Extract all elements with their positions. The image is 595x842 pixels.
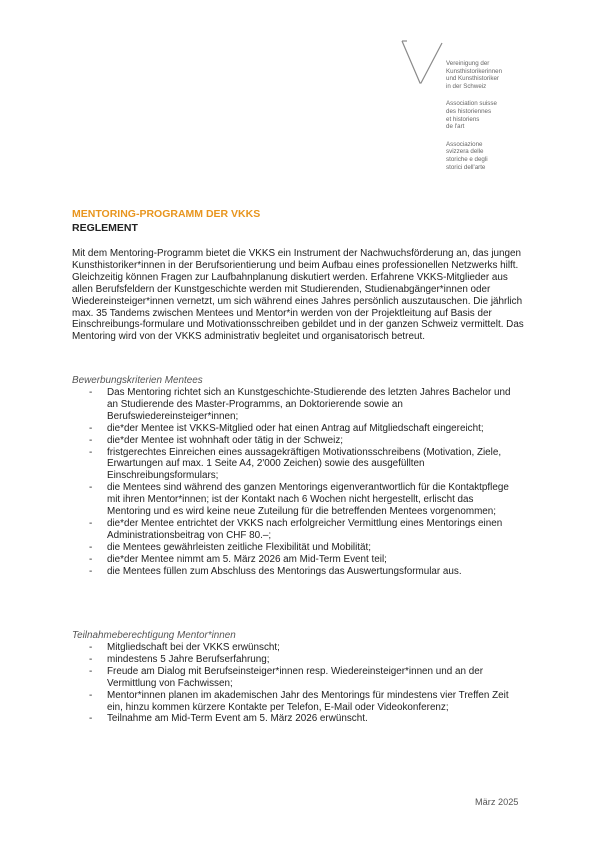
dash-marker: - [89, 713, 93, 725]
list-item: - Das Mentoring richtet sich an Kunstgeschichte-Studierende des letzten Jahres Bachelor und an Studierende des Master-Programms, an Doktorierende sowie an Berufswiedereinsteiger*innen; [89, 387, 511, 422]
section-mentee-criteria [72, 375, 527, 578]
section-heading: Teilnahmeberechtigung Mentor*innen [72, 630, 236, 641]
document-date: März 2025 [475, 797, 519, 807]
intro-paragraph: Mit dem Mentoring-Programm bietet die VKKS ein Instrument der Nachwuchsförderung an, das jungen Kunsthistoriker*innen in der Berufsorientierung und beim Aufbau eines professionellen Netzwerks hilft. Gleichzeitig können Fragen zur Laufbahnplanung diskutiert werden. Erfahrene VKKS-Mitglieder aus allen Berufsfeldern der Kunstgeschichte werden mit Studierenden, Studienabgänger*innen oder Wiedereinsteiger*innen vernetzt, um sich während eines Jahres persönlich auszutauschen. Die jährlich max. 35 Tandems zwischen Mentees und Mentor*in werden von der Projektleitung auf Basis der Einschreibungs-formulare und Motivationsschreiben gebildet und in der ganzen Schweiz vermittelt. Das Mentoring wird von der VKKS administrativ begleitet und organisatorisch betreut. [72, 248, 524, 343]
list-item: - mindestens 5 Jahre Berufserfahrung; [89, 653, 270, 665]
dash-marker: - [89, 541, 93, 553]
dash-marker: - [89, 434, 93, 446]
criteria-list [72, 387, 527, 578]
list-item: - die*der Mentee ist VKKS-Mitglied oder hat einen Antrag auf Mitgliedschaft eingereicht; [89, 422, 484, 434]
dash-marker: - [89, 653, 93, 665]
list-item: - Mentor*innen planen im akademischen Jahr des Mentorings für mindestens vier Treffen Zeit ein, hinzu kommen kürzere Kontakte per Telefon, E-Mail oder Videokonferenz; [89, 689, 509, 713]
org-name-de: Vereinigung der Kunsthistorikerinnen und Kunsthistoriker in der Schweiz [446, 60, 503, 90]
section-heading: Bewerbungskriterien Mentees [72, 375, 203, 386]
dash-marker: - [89, 446, 93, 458]
list-item: - Teilnahme am Mid-Term Event am 5. März 2026 erwünscht. [89, 713, 368, 725]
organization-names [446, 60, 536, 181]
dash-marker: - [89, 482, 93, 494]
dash-marker: - [89, 517, 93, 529]
dash-marker: - [89, 689, 93, 701]
dash-marker: - [89, 422, 93, 434]
org-name-fr: Association suisse des historiennes et historiens de l'art [446, 100, 497, 131]
dash-marker: - [89, 387, 93, 398]
dash-marker: - [89, 553, 93, 565]
list-item: - die Mentees füllen zum Abschluss des Mentorings das Auswertungsformular aus. [89, 565, 462, 577]
dash-marker: - [89, 565, 93, 577]
eligibility-list [72, 642, 527, 725]
org-name-it: Associazione svizzera delle storiche e degli storici dell'arte [446, 140, 488, 171]
document-subtitle: REGLEMENT [72, 222, 138, 234]
dash-marker: - [89, 665, 93, 677]
section-mentor-eligibility [72, 630, 527, 725]
list-item: - die*der Mentee nimmt am 5. März 2026 am Mid-Term Event teil; [89, 553, 387, 565]
vkks-logo-icon [401, 40, 443, 84]
list-item: - die Mentees sind während des ganzen Mentorings eigenverantwortlich für die Kontaktpflege mit ihren Mentor*innen; ist der Kontakt nach 6 Wochen nicht hergestellt, erlischt das Mentoring und es wird keine neue Zuteilung für die betreffenden Mentees vorgenommen; [89, 482, 509, 518]
list-item: - Freude am Dialog mit Berufseinsteiger*innen resp. Wiedereinsteiger*innen und an der Vermittlung von Fachwissen; [89, 665, 484, 689]
list-item: - fristgerechtes Einreichen eines aussagekräftigen Motivationsschreibens (Motivation, Ziele, Erwartungen auf max. 1 Seite A4, 2'000 Zeichen) sowie des ausgefüllten Einschreibungsformulars; [89, 446, 502, 482]
document-title: MENTORING-PROGRAMM DER VKKS [72, 208, 261, 220]
list-item: - die Mentees gewährleisten zeitliche Flexibilität und Mobilität; [89, 541, 372, 553]
list-item: - Mitgliedschaft bei der VKKS erwünscht; [89, 642, 280, 653]
dash-marker: - [89, 642, 93, 653]
list-item: - die*der Mentee entrichtet der VKKS nach erfolgreicher Vermittlung eines Mentorings einen Administrationsbeitrag von CHF 80.–; [89, 517, 503, 541]
list-item: - die*der Mentee ist wohnhaft oder tätig in der Schweiz; [89, 434, 344, 446]
